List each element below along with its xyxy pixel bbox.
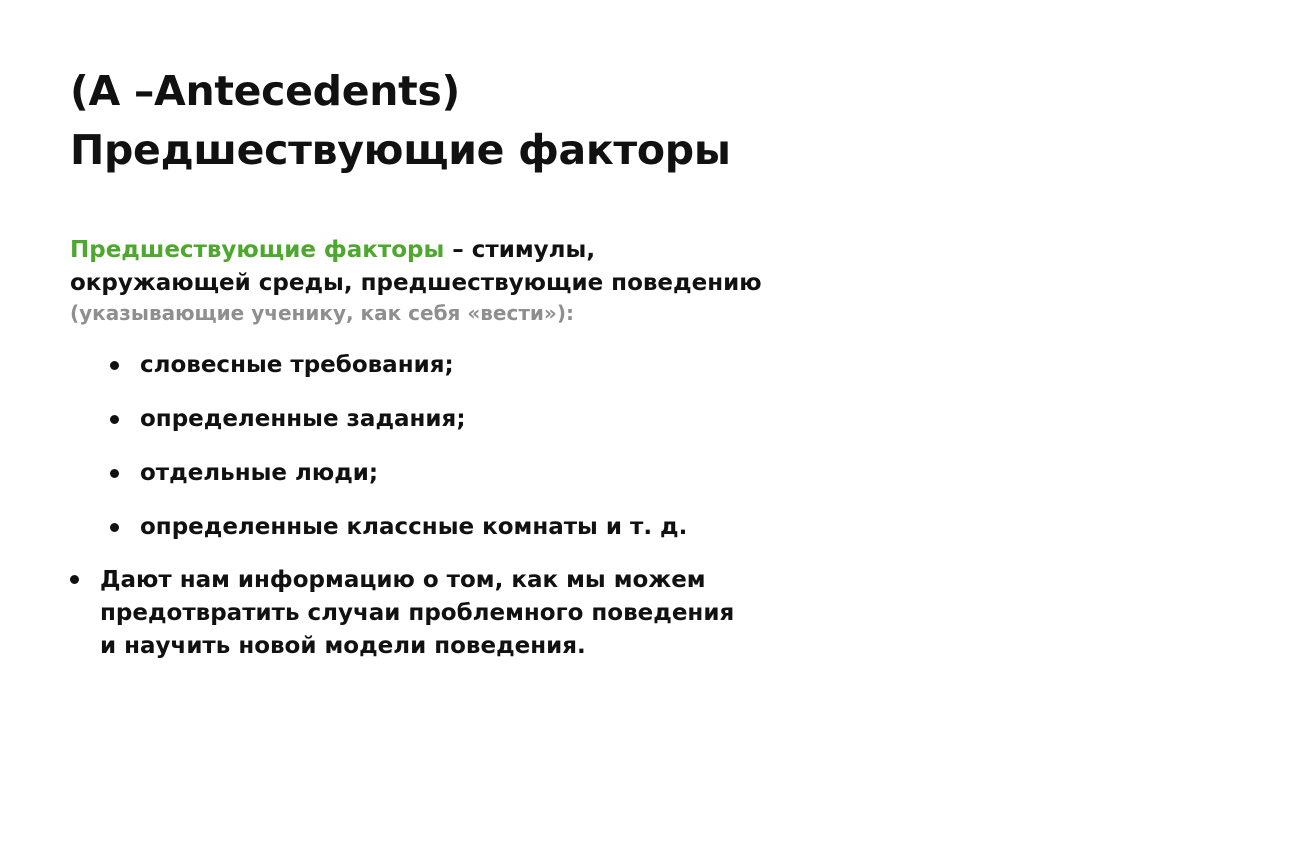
conclusion-item xyxy=(70,564,1220,663)
definition-rest: – стимулы, xyxy=(444,237,596,263)
list-item-text: отдельные люди; xyxy=(140,460,379,486)
list-item-text: определенные задания; xyxy=(140,406,466,432)
list-item xyxy=(110,348,1220,382)
list-item-text: словесные требования; xyxy=(140,352,454,378)
definition-note: (указывающие ученику, как себя «вести»): xyxy=(70,301,574,325)
slide-title xyxy=(70,62,1220,180)
list-item-text: определенные классные комнаты и т. д. xyxy=(140,514,688,540)
definition-line-2: окружающей среды, предшествующие поведению xyxy=(70,270,762,296)
conclusion-line: и научить новой модели поведения. xyxy=(100,633,586,659)
definition-line-1 xyxy=(70,234,1220,267)
conclusion-list xyxy=(70,564,1220,663)
bullet-icon xyxy=(70,575,79,584)
examples-list xyxy=(70,348,1220,544)
list-item xyxy=(110,402,1220,436)
conclusion-line: Дают нам информацию о том, как мы можем xyxy=(100,567,706,593)
definition-term: Предшествующие факторы xyxy=(70,237,445,263)
conclusion-line: предотвратить случаи проблемного поведения xyxy=(100,600,735,626)
list-item xyxy=(110,456,1220,490)
definition-paragraph xyxy=(70,234,1220,326)
bullet-icon xyxy=(110,469,119,478)
title-line-1: (A –Antecedents) xyxy=(70,67,460,115)
slide xyxy=(70,62,1220,663)
bullet-icon xyxy=(110,523,119,532)
bullet-icon xyxy=(110,361,119,370)
title-line-2: Предшествующие факторы xyxy=(70,126,731,174)
bullet-icon xyxy=(110,415,119,424)
list-item xyxy=(110,510,1220,544)
